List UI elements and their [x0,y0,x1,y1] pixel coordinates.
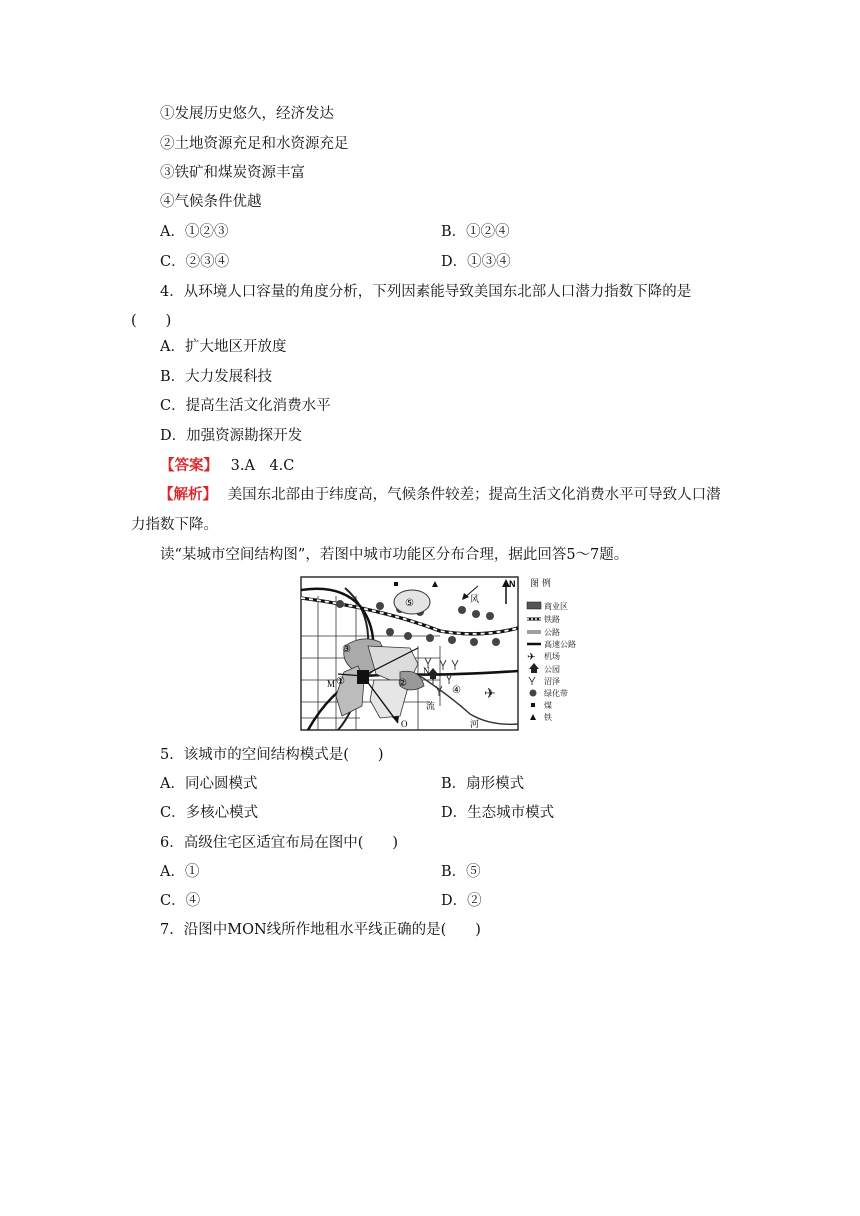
zone-1-label: ① [336,676,345,687]
legend-commercial: 商业区 [544,602,568,611]
option-4: ④气候条件优越 [160,194,262,210]
option-2: ②土地资源充足和水资源充足 [160,136,349,152]
q6-choice-c: C．④ [160,893,201,909]
point-n: N [423,666,430,676]
q6-choice-d: D．② [441,893,482,909]
analysis-paragraph [131,480,731,540]
analysis-tag: 【解析】 [159,486,217,503]
legend-title: 图 例 [530,579,551,589]
legend-marsh-icon [529,677,535,685]
map-intro: 读“某城市空间结构图”，若图中城市功能区分布合理，据此回答5～7题。 [160,547,629,563]
answer-tag: 【答案】 [160,457,218,474]
legend-marsh: 沼泽 [544,677,560,686]
q3-choice-d: D．①③④ [441,254,511,270]
legend-greenbelt: 绿化带 [544,689,568,698]
city-structure-map [300,576,586,732]
zone-4-label: ④ [452,685,461,696]
legend-highway: 高速公路 [544,640,576,649]
legend-airport: 机场 [544,652,560,661]
legend-airport-icon: ✈ [527,652,536,663]
option-1: ①发展历史悠久，经济发达 [160,106,334,122]
zone-3-label: ③ [342,644,351,655]
q4-choice-d: D．加强资源勘探开发 [160,428,303,444]
q4-stem-bracket: ( ) [131,313,172,329]
q3-choice-b: B．①②④ [441,224,510,240]
legend-railway: 铁路 [544,615,560,624]
river-label-1: 流 [426,702,436,712]
option-3: ③铁矿和煤炭资源丰富 [160,165,305,181]
answer-text: 3.A 4.C [230,458,295,474]
wind-label: 风 [470,595,480,605]
zone-5-label: ⑤ [405,598,414,609]
q5-stem: 5．该城市的空间结构模式是( ) [160,747,384,763]
zone-2-label: ② [398,678,407,689]
q4-choice-a: A．扩大地区开放度 [160,339,287,355]
legend-road: 公路 [544,628,560,637]
q7-stem: 7．沿图中MON线所作地租水平线正确的是( ) [160,922,481,938]
q3-choice-c: C．②③④ [160,254,230,270]
q3-choice-a: A．①②③ [160,224,229,240]
q6-stem: 6．高级住宅区适宜布局在图中( ) [160,835,399,851]
north-label: N [509,579,516,589]
q4-choice-b: B．大力发展科技 [160,369,273,385]
analysis-text: 美国东北部由于纬度高，气候条件较差；提高生活文化消费水平可导致人口潜力指数下降。 [131,487,721,533]
point-o: O [401,719,408,729]
legend-tree-icon [530,690,537,697]
legend-iron: 铁 [544,713,552,722]
q4-stem: 4．从环境人口容量的角度分析，下列因素能导致美国东北部人口潜力指数下降的是 [160,284,692,300]
q6-choice-a: A．① [160,864,200,880]
q5-choice-b: B．扇形模式 [441,776,525,792]
q4-choice-c: C．提高生活文化消费水平 [160,398,331,414]
legend-park: 公园 [544,665,560,674]
q5-choice-a: A．同心圆模式 [160,776,258,792]
legend-park-icon [529,663,539,673]
map-legend [527,577,576,722]
legend-iron-icon [530,714,536,720]
legend-coal-icon [531,703,535,707]
answer-line [160,456,294,476]
q6-choice-b: B．⑤ [441,864,481,880]
point-m: M [327,679,336,689]
coal-marker [394,582,398,586]
q5-choice-c: C．多核心模式 [160,805,259,821]
airport-icon: ✈ [484,686,496,702]
river-label-2: 河 [470,720,480,730]
q5-choice-d: D．生态城市模式 [441,805,555,821]
legend-coal: 煤 [544,701,552,710]
